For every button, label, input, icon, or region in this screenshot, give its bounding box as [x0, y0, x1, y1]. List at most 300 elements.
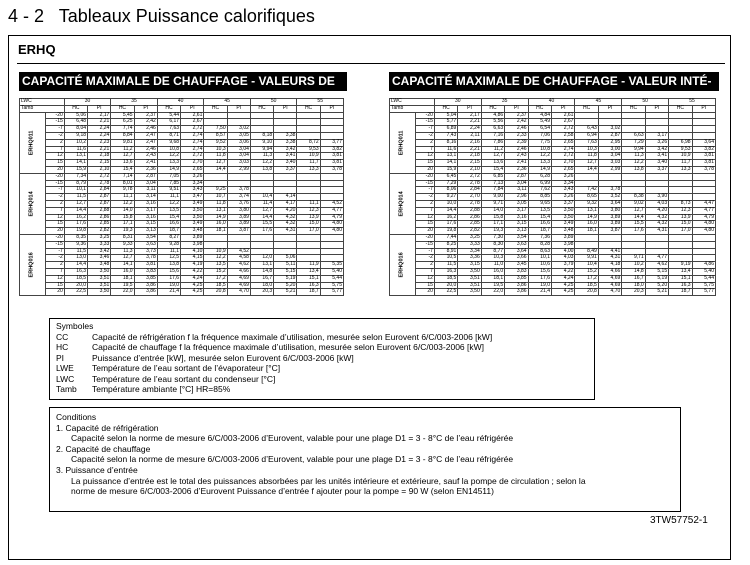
table-cell: 18,1 [481, 275, 504, 282]
table-cell: 3,36 [458, 255, 481, 262]
table-cell: 3,50 [88, 289, 111, 296]
table-cell: 2,16 [458, 139, 481, 146]
table-cell: 15,8 [111, 214, 134, 221]
symbol-key: HC [56, 342, 69, 352]
table-cell: 15,0 [669, 221, 692, 228]
table-cell: 2,78 [458, 180, 481, 187]
table-cell: 3,78 [320, 166, 343, 173]
symbol-key: Tamb [56, 384, 77, 394]
table-cell: 9,71 [481, 200, 504, 207]
table-cell: 5,44 [692, 275, 715, 282]
table-cell: 4,86 [692, 262, 715, 269]
table-cell [250, 119, 273, 126]
table-cell: 2,37 [134, 112, 157, 119]
table-row [390, 166, 716, 173]
table-cell: 12,7 [250, 207, 273, 214]
table-cell: 3,81 [692, 160, 715, 167]
symbol-desc: Capacité de chauffage f la fréquence maximale d’utilisation, mesurée selon Eurovent 6/C/003-2006 [kW] [92, 342, 485, 352]
table-cell: 18,7 [297, 289, 320, 296]
table-cell [320, 234, 343, 241]
table-cell: 12,7 [64, 200, 87, 207]
table-cell: 7,16 [481, 132, 504, 139]
table-cell: 19,3 [111, 228, 134, 235]
table-cell: 3,89 [227, 221, 250, 228]
table-row [390, 119, 716, 126]
table-cell: 14,1 [111, 262, 134, 269]
table-cell: 4,22 [181, 268, 204, 275]
document-reference: 3TW57752-1 [650, 515, 708, 526]
table-cell: 16,7 [622, 275, 645, 282]
table-cell: 13,1 [204, 207, 227, 214]
table-cell: 8,79 [64, 180, 87, 187]
table-cell [320, 112, 343, 119]
table-cell: 14,4 [622, 214, 645, 221]
table-cell: 3,04 [505, 180, 528, 187]
table-cell: 19,8 [64, 228, 87, 235]
table-cell: 16,6 [528, 221, 551, 228]
header-hc: HC [64, 105, 87, 112]
table-cell [297, 119, 320, 126]
table-cell: 14,9 [528, 166, 551, 173]
table-cell: 12 [46, 214, 65, 221]
table-cell: 9,52 [204, 139, 227, 146]
table-cell: 5,75 [320, 282, 343, 289]
table-cell: 3,90 [645, 194, 668, 201]
table-cell: 2,70 [181, 160, 204, 167]
table-cell: 3,86 [505, 289, 528, 296]
table-cell: 9,81 [111, 139, 134, 146]
table-cell: 3,50 [181, 207, 204, 214]
table-cell: 6,45 [434, 173, 457, 180]
table-cell: 9,51 [157, 187, 180, 194]
table-cell: 7,36 [528, 234, 551, 241]
table-cell: 5,06 [64, 112, 87, 119]
section-title: Tableaux Puissance calorifiques [58, 6, 315, 26]
table-cell: 17,6 [64, 221, 87, 228]
table-cell: 2,72 [88, 173, 111, 180]
table-cell: 4,31 [598, 255, 621, 262]
table-cell: 15 [46, 282, 65, 289]
header-row [390, 105, 716, 112]
model-group-name: ERHQ014 [28, 191, 35, 217]
table-cell: 8,91 [434, 248, 457, 255]
table-cell: 3,49 [181, 200, 204, 207]
table-cell: 3,78 [134, 255, 157, 262]
table-cell: 11,1 [157, 194, 180, 201]
table-cell: 3,03 [227, 160, 250, 167]
table-cell: 9,36 [64, 241, 87, 248]
table-cell: 3,25 [88, 234, 111, 241]
table-cell [692, 180, 715, 187]
table-cell: -2 [46, 194, 65, 201]
table-cell [250, 180, 273, 187]
table-cell: 2,17 [458, 112, 481, 119]
capacity-table-right [389, 98, 716, 296]
table-cell: 3,45 [505, 262, 528, 269]
table-row [390, 275, 716, 282]
table-row [390, 241, 716, 248]
table-cell: 2 [46, 200, 65, 207]
table-cell: 15,9 [434, 166, 457, 173]
table-cell: 15,9 [64, 166, 87, 173]
table-cell [274, 241, 297, 248]
table-row [390, 173, 716, 180]
table-row [390, 112, 716, 119]
table-cell: 4,69 [598, 282, 621, 289]
model-group-label [390, 234, 416, 295]
condition-heading: 1. Capacité de réfrigération [56, 422, 159, 433]
table-cell: 20,3 [622, 289, 645, 296]
table-cell [669, 234, 692, 241]
table-cell: 3,42 [274, 146, 297, 153]
table-cell: 4,52 [227, 248, 250, 255]
table-cell: 2,88 [458, 207, 481, 214]
symbol-row [56, 374, 588, 385]
table-cell [575, 241, 598, 248]
table-cell: 2,24 [88, 126, 111, 133]
table-cell: 3,86 [505, 282, 528, 289]
table-cell [274, 173, 297, 180]
table-row [20, 180, 344, 187]
table-cell: 3,89 [227, 214, 250, 221]
table-cell: 8,72 [297, 139, 320, 146]
table-cell: 14,4 [575, 166, 598, 173]
table-cell: 12,3 [669, 207, 692, 214]
table-cell: 12 [416, 275, 435, 282]
header-pi: PI [181, 105, 204, 112]
condition-text: norme de mesure 6/C/003-2006 d’Eurovent Puissance d’entrée f ajouter pour la pompe = 90 W (selon EN14511) [71, 486, 494, 497]
table-cell: 8,30 [481, 241, 504, 248]
table-cell: 2,61 [552, 112, 575, 119]
table-row [390, 228, 716, 235]
table-cell: 12 [416, 153, 435, 160]
table-cell: 4,24 [552, 275, 575, 282]
table-cell: 4,80 [692, 221, 715, 228]
table-cell: 15 [416, 221, 435, 228]
table-cell: 13,8 [622, 166, 645, 173]
header-row [20, 99, 344, 106]
table-cell: 3,34 [181, 180, 204, 187]
table-cell: 9,02 [622, 200, 645, 207]
table-cell: 13,5 [157, 207, 180, 214]
table-cell: 7,06 [528, 132, 551, 139]
table-cell: 2 [416, 200, 435, 207]
table-cell: 2,87 [88, 200, 111, 207]
table-cell: 5,15 [645, 268, 668, 275]
table-cell: 2,21 [458, 119, 481, 126]
condition-text: La puissance d’entrée est le total des puissances absorbées par les unités intérieure et extérieure, sauf la pompe de circulation ; selon la [71, 475, 586, 486]
table-cell: 13,6 [111, 160, 134, 167]
header-hc: HC [528, 105, 551, 112]
table-cell [297, 248, 320, 255]
table-cell: 14,0 [111, 207, 134, 214]
table-cell: -2 [416, 255, 435, 262]
table-cell: 4,41 [598, 248, 621, 255]
header-lwc-value: 35 [481, 99, 528, 106]
table-cell: 2,17 [88, 112, 111, 119]
table-cell: 3,40 [645, 160, 668, 167]
table-cell: 14,8 [250, 268, 273, 275]
table-cell: 13,3 [157, 160, 180, 167]
header-hc: HC [669, 105, 692, 112]
table-cell: 3,11 [505, 187, 528, 194]
table-cell: 3,51 [458, 275, 481, 282]
header-lwc-value: 45 [575, 99, 622, 106]
header-lwc-value: 45 [204, 99, 251, 106]
table-cell: 12,7 [111, 255, 134, 262]
table-cell: 12 [416, 214, 435, 221]
table-cell: 2 [46, 262, 65, 269]
table-cell: 4,77 [645, 255, 668, 262]
table-title-right: CAPACITÉ MAXIMALE DE CHAUFFAGE - VALEUR INTÉ- [389, 72, 719, 91]
table-cell: 20 [46, 228, 65, 235]
table-cell: 16,3 [434, 268, 457, 275]
table-cell: 7,30 [481, 234, 504, 241]
table-cell: 16,2 [64, 214, 87, 221]
table-cell: 12,2 [528, 153, 551, 160]
table-cell: 3,26 [552, 194, 575, 201]
table-cell: 17,1 [481, 221, 504, 228]
table-cell: 2,15 [88, 160, 111, 167]
table-cell: 4,25 [181, 289, 204, 296]
table-cell: 2,85 [458, 221, 481, 228]
table-cell: 2,72 [181, 126, 204, 133]
table-cell: 3,46 [88, 255, 111, 262]
table-cell: 6,63 [481, 126, 504, 133]
table-cell: 15,5 [250, 221, 273, 228]
table-cell: -2 [416, 132, 435, 139]
table-cell: 20 [46, 166, 65, 173]
table-cell: 5,19 [645, 275, 668, 282]
table-cell [297, 241, 320, 248]
header-lwc-value: 35 [111, 99, 158, 106]
table-cell: 2,70 [458, 194, 481, 201]
table-cell: 4,18 [598, 262, 621, 269]
table-cell [622, 173, 645, 180]
table-cell: 5,49 [528, 119, 551, 126]
table-cell: 19,5 [481, 282, 504, 289]
table-cell: 20,0 [434, 282, 457, 289]
conditions-title: Conditions [56, 412, 97, 422]
table-cell: 9,53 [297, 146, 320, 153]
table-cell [204, 241, 227, 248]
symbols-legend [49, 318, 595, 400]
table-cell: -20 [416, 234, 435, 241]
table-cell [320, 187, 343, 194]
table-cell: 7 [46, 146, 65, 153]
table-cell: 9,10 [250, 139, 273, 146]
table-cell: 6,85 [481, 173, 504, 180]
table-cell: 3,63 [505, 241, 528, 248]
table-cell: 14,1 [434, 160, 457, 167]
model-group-label [20, 234, 46, 295]
table-cell: 16,0 [204, 221, 227, 228]
table-cell: 4,20 [274, 207, 297, 214]
table-cell: 2,11 [458, 132, 481, 139]
table-cell: 3,64 [692, 139, 715, 146]
table-cell: 7,44 [434, 234, 457, 241]
table-cell: 2,65 [181, 166, 204, 173]
table-cell: 4,77 [692, 207, 715, 214]
table-cell: 2,82 [458, 228, 481, 235]
table-cell: 17,6 [528, 275, 551, 282]
table-cell: 11,9 [297, 262, 320, 269]
table-cell: 4,19 [181, 262, 204, 269]
table-cell: 8,73 [669, 200, 692, 207]
table-cell: 3,33 [458, 241, 481, 248]
table-cell: 12,2 [250, 160, 273, 167]
table-cell: 3,49 [181, 221, 204, 228]
section-number: 4 - 2 [8, 6, 45, 26]
table-cell: 4,69 [227, 275, 250, 282]
table-cell: 19,5 [111, 282, 134, 289]
table-cell [645, 180, 668, 187]
table-cell: 22,0 [111, 289, 134, 296]
table-cell: 15,4 [157, 214, 180, 221]
table-cell: 15,1 [669, 275, 692, 282]
table-cell: 3,81 [134, 262, 157, 269]
table-cell: 18,1 [575, 228, 598, 235]
table-cell: 3,40 [274, 160, 297, 167]
table-cell: 4,69 [227, 282, 250, 289]
table-cell: 3,63 [134, 241, 157, 248]
model-label: ERHQ [18, 42, 56, 57]
table-cell [598, 241, 621, 248]
table-cell: 3,51 [458, 282, 481, 289]
table-cell: 2,67 [181, 119, 204, 126]
table-cell: 15,6 [528, 268, 551, 275]
table-cell: 3,42 [88, 248, 111, 255]
table-row [20, 173, 344, 180]
table-cell: 2,65 [552, 166, 575, 173]
table-cell: 3,15 [134, 221, 157, 228]
table-cell [204, 234, 227, 241]
model-group-name: ERHQ016 [28, 252, 35, 278]
table-cell: 7 [416, 268, 435, 275]
table-cell [297, 180, 320, 187]
table-cell [250, 241, 273, 248]
table-cell [622, 234, 645, 241]
table-cell: 18,7 [157, 228, 180, 235]
table-cell: 3,48 [552, 228, 575, 235]
table-cell: 2,87 [134, 173, 157, 180]
table-cell: 5,11 [274, 262, 297, 269]
table-cell [645, 241, 668, 248]
symbol-desc: Température ambiante [°C] HR=85% [92, 384, 231, 394]
table-cell: 20,8 [575, 289, 598, 296]
header-hc: HC [481, 105, 504, 112]
header-lwc-value: 50 [250, 99, 297, 106]
table-cell: 17,6 [157, 275, 180, 282]
table-cell: 12,2 [157, 200, 180, 207]
table-cell [297, 173, 320, 180]
table-cell: -15 [416, 119, 435, 126]
table-cell: 3,83 [134, 268, 157, 275]
table-cell: 4,31 [274, 228, 297, 235]
table-cell [274, 112, 297, 119]
table-row [390, 180, 716, 187]
table-cell: 4,70 [227, 289, 250, 296]
table-cell [692, 126, 715, 133]
table-cell: 2,43 [134, 153, 157, 160]
table-cell: 9,78 [111, 187, 134, 194]
table-cell: 18,1 [111, 275, 134, 282]
table-cell: 3,04 [598, 153, 621, 160]
table-cell: 3,25 [458, 234, 481, 241]
table-cell: 2,88 [88, 207, 111, 214]
table-cell [669, 248, 692, 255]
table-cell: 3,86 [134, 282, 157, 289]
table-cell: 2,58 [552, 132, 575, 139]
table-cell: 13,5 [204, 262, 227, 269]
table-cell: 7,29 [434, 180, 457, 187]
table-cell: 2,86 [88, 214, 111, 221]
header-hc: HC [204, 105, 227, 112]
table-cell: 4,47 [692, 200, 715, 207]
table-cell: 3,54 [134, 234, 157, 241]
table-cell: 9,94 [622, 146, 645, 153]
table-cell: 2,18 [88, 153, 111, 160]
table-cell: 13,4 [669, 268, 692, 275]
header-tamb: Tamb [390, 105, 435, 112]
table-cell: 8,16 [434, 139, 457, 146]
table-cell: 8,31 [111, 234, 134, 241]
table-cell: 11,7 [669, 160, 692, 167]
table-cell: 2,21 [458, 146, 481, 153]
divider [17, 63, 725, 64]
table-cell: 12,5 [157, 255, 180, 262]
table-cell: 5,04 [434, 112, 457, 119]
table-cell: 9,71 [622, 255, 645, 262]
table-cell: 12,7 [622, 207, 645, 214]
table-cell: 8,01 [111, 180, 134, 187]
symbol-row [56, 342, 588, 353]
table-cell [645, 173, 668, 180]
table-cell: 5,77 [692, 289, 715, 296]
table-cell: 20 [416, 166, 435, 173]
table-cell: 2,61 [181, 112, 204, 119]
table-cell: -15 [46, 241, 65, 248]
table-cell: 3,78 [692, 166, 715, 173]
table-cell [227, 112, 250, 119]
table-cell: 10,7 [204, 194, 227, 201]
table-cell: 4,62 [645, 262, 668, 269]
table-cell: 2,15 [458, 160, 481, 167]
table-cell: 17,0 [669, 228, 692, 235]
table-cell: 5,77 [320, 289, 343, 296]
table-cell: 14,4 [64, 207, 87, 214]
table-cell: 3,17 [505, 207, 528, 214]
table-cell [575, 112, 598, 119]
table-cell: 18,5 [204, 282, 227, 289]
table-cell: 2,74 [181, 132, 204, 139]
table-cell: 4,58 [227, 255, 250, 262]
table-cell: 3,26 [552, 173, 575, 180]
table-cell: 7 [416, 207, 435, 214]
table-cell: -2 [46, 255, 65, 262]
table-cell: 10,3 [575, 146, 598, 153]
table-cell: 8,71 [157, 132, 180, 139]
table-cell: 5,45 [111, 112, 134, 119]
table-cell: 3,50 [458, 268, 481, 275]
table-cell: 10,5 [434, 255, 457, 262]
table-cell: 9,19 [669, 262, 692, 269]
table-cell [622, 180, 645, 187]
table-cell: 3,78 [598, 187, 621, 194]
table-cell: 13,9 [297, 214, 320, 221]
table-cell: 3,86 [134, 289, 157, 296]
table-cell [692, 173, 715, 180]
